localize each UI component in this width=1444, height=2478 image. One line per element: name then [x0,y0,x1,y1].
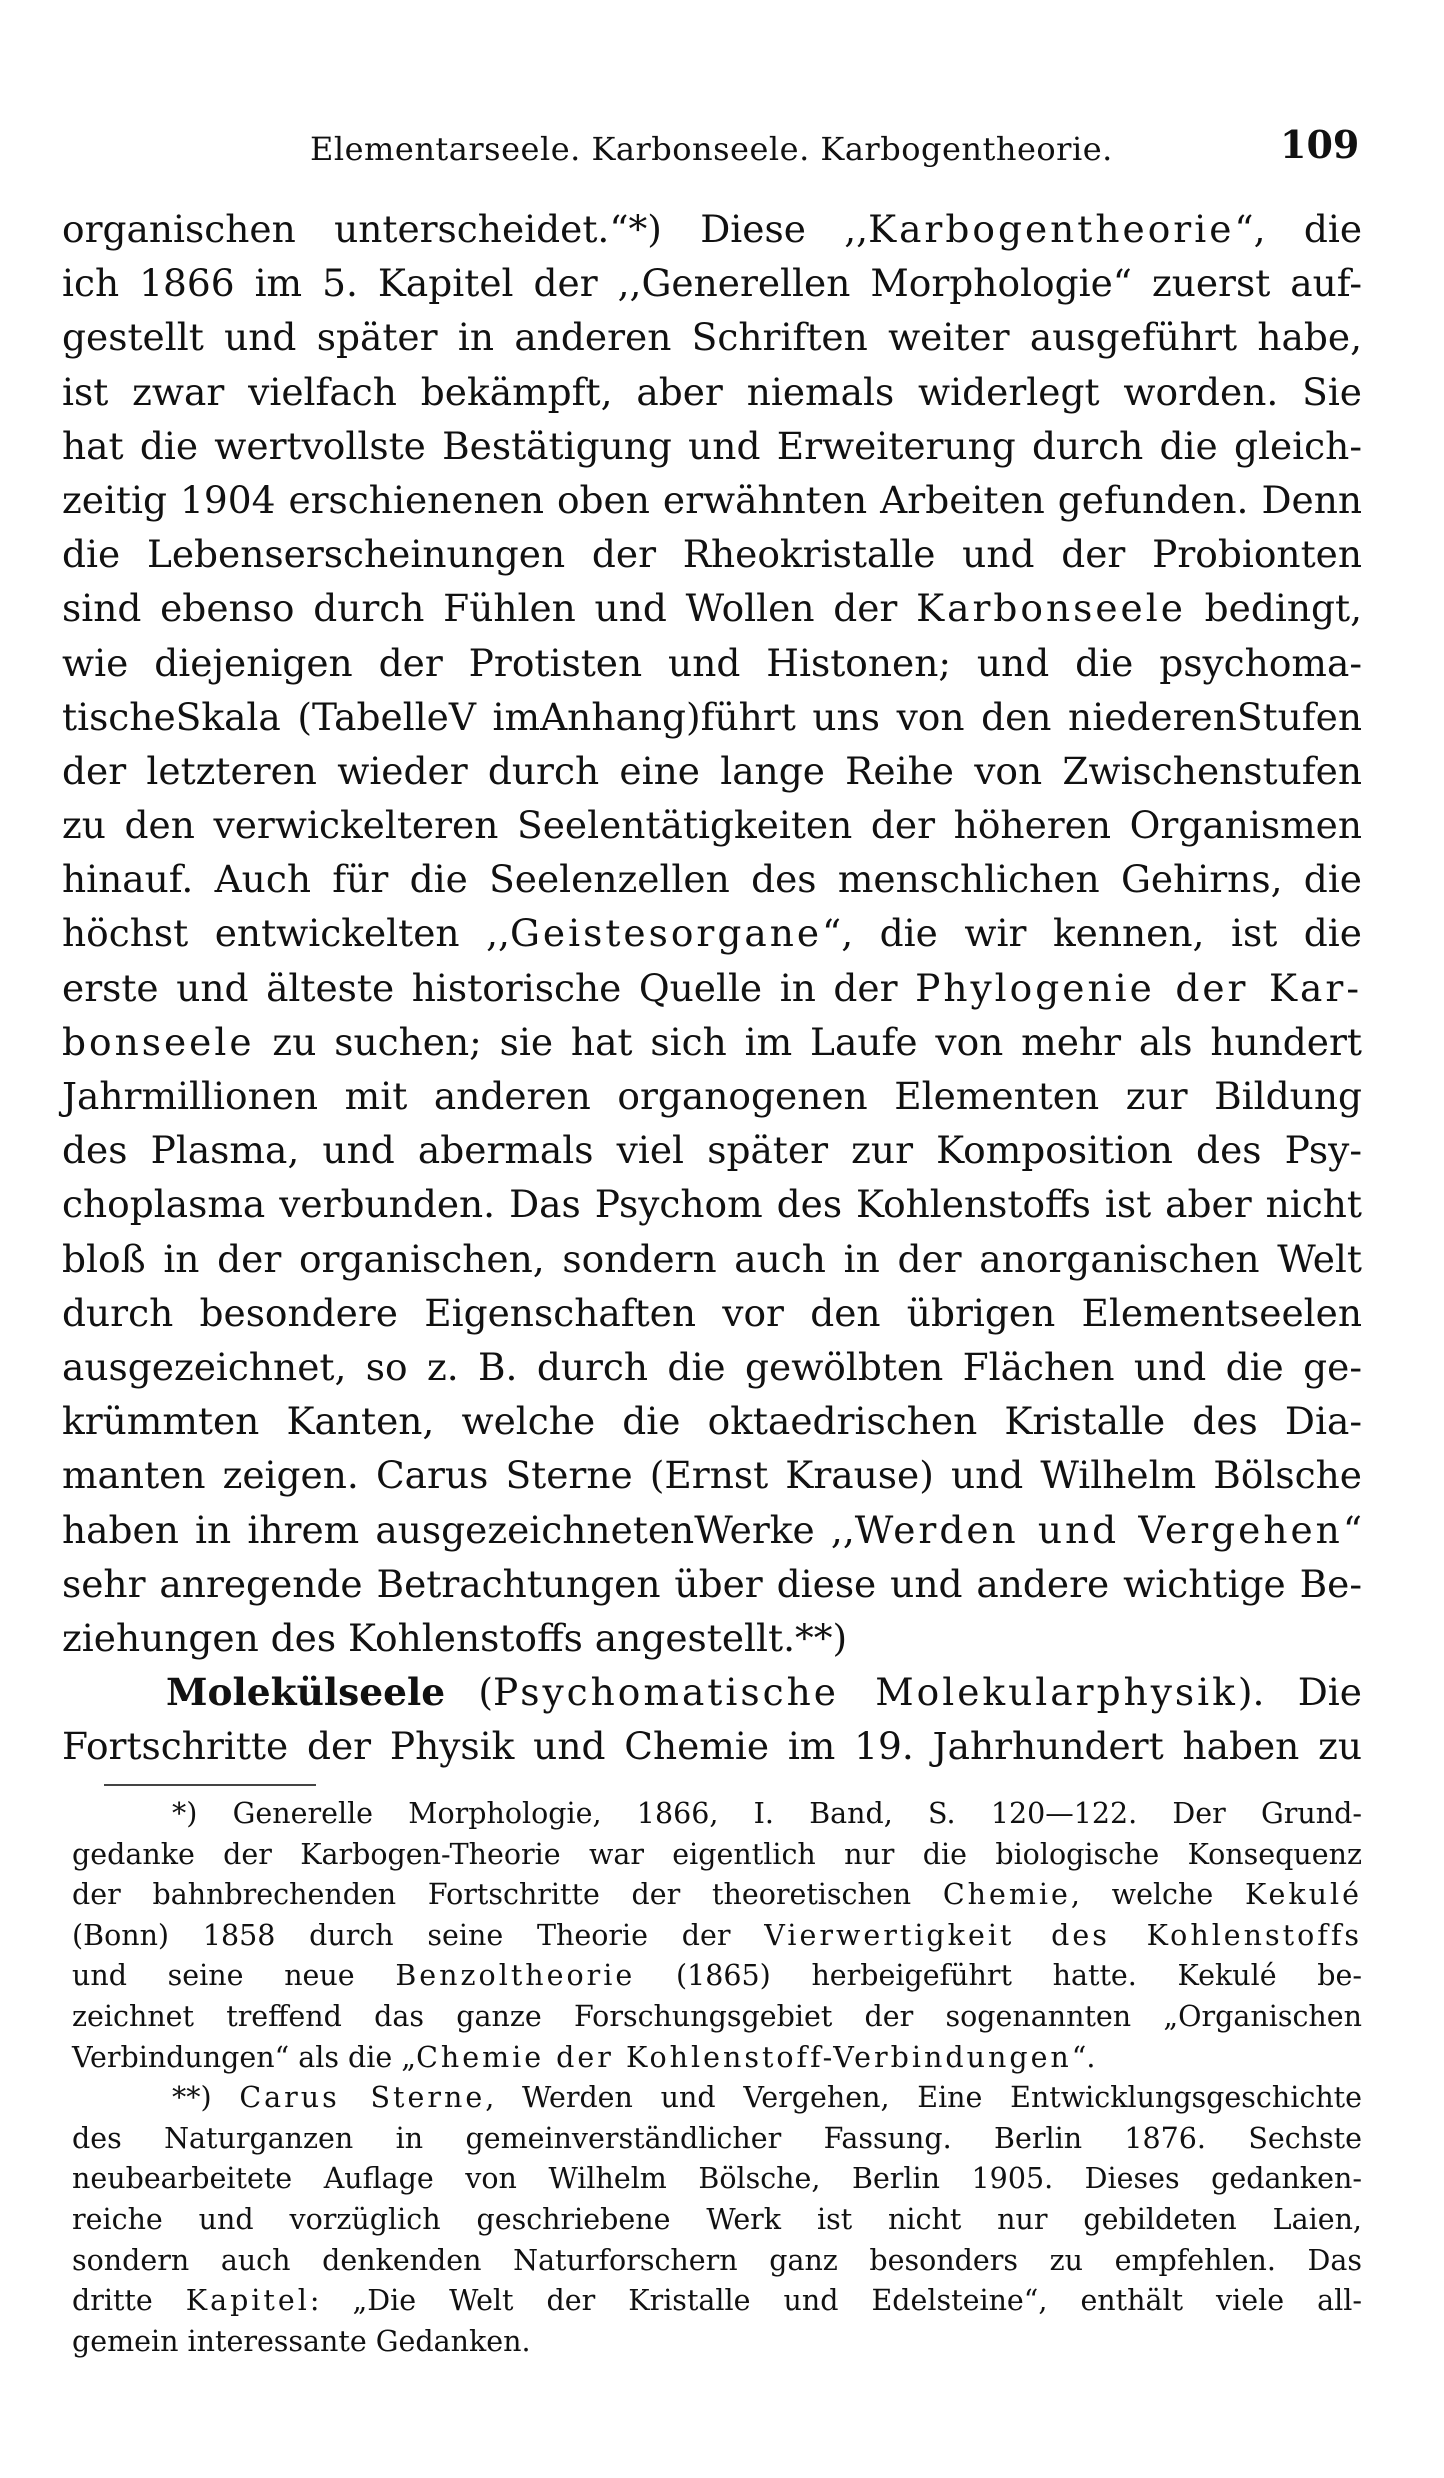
text-line: sehr anregende Betrachtungen über diese und andere wichtige Be- [62,1561,1362,1606]
text-line: der letzteren wieder durch eine lange Reihe von Zwischenstufen [62,748,1362,793]
running-title: Elementarseele. Karbonseele. Karbogentheorie. [310,130,1113,168]
footnote-line: *) Generelle Morphologie, 1866, I. Band, S. 120—122. Der Grund- [172,1797,1362,1830]
footnote-line: gemein interessante Gedanken. [72,2324,531,2358]
text-line: choplasma verbunden. Das Psychom des Kohlenstoffs ist aber nicht [62,1182,1362,1227]
spaced-term: Benzoltheorie [395,1959,636,1993]
text-line: des Plasma, und abermals viel später zur Komposition des Psy- [62,1128,1362,1173]
text-line: bonseele zu suchen; sie hat sich im Laufe von mehr als hundert [62,1019,1362,1064]
text-line: ausgezeichnet, so z. B. durch die gewölbten Flächen und die ge- [62,1344,1362,1389]
footnote-line: **) Carus Sterne, Werden und Vergehen, Eine Entwicklungsgeschichte [172,2081,1362,2115]
text-line: die Lebenserscheinungen der Rheokristalle und der Probionten [62,532,1362,577]
spaced-term: Phylogenie der Kar- [915,965,1363,1010]
footnote-line: (Bonn) 1858 durch seine Theorie der Vierwertigkeit des Kohlenstoffs [72,1918,1362,1952]
text-line: sind ebenso durch Fühlen und Wollen der Karbonseele bedingt, [62,586,1363,631]
footnote-line: gedanke der Karbogen-Theorie war eigentlich nur die biologische Konsequenz [72,1837,1362,1871]
section-heading: Molekülseele [166,1670,446,1715]
spaced-term: Kekulé [1244,1878,1362,1912]
footnote-line: neubearbeitete Auflage von Wilhelm Bölsche, Berlin 1905. Dieses gedanken- [72,2162,1362,2196]
text-line: haben in ihrem ausgezeichnetenWerke ,,Werden und Vergehen“ [62,1507,1362,1552]
text-line: zu den verwickelteren Seelentätigkeiten der höheren Organismen [62,803,1362,848]
text-line: Fortschritte der Physik und Chemie im 19. Jahrhundert haben zu [62,1724,1362,1769]
spaced-term: Werden und Vergehen [854,1507,1343,1552]
spaced-term: Vierwertigkeit des Kohlenstoffs [764,1918,1362,1952]
spaced-term: Chemie der Kohlenstoff-Verbindungen [416,2040,1072,2074]
text-line: zeitig 1904 erschienenen oben erwähnten Arbeiten gefunden. Denn [62,477,1362,522]
spaced-term: Geistesorgane [509,911,823,956]
spaced-term: Kapitel [185,2284,310,2318]
section-heading-line: Molekülseele (Psychomatische Molekularphysik). Die [166,1670,1362,1715]
text-line: krümmten Kanten, welche die oktaedrischen Kristalle des Dia- [62,1399,1362,1444]
footnote-rule [104,1784,316,1786]
text-line: manten zeigen. Carus Sterne (Ernst Krause) und Wilhelm Bölsche [62,1453,1362,1498]
footnote-line: des Naturganzen in gemeinverständlicher Fassung. Berlin 1876. Sechste [72,2121,1362,2155]
text-line: höchst entwickelten ,,Geistesorgane“, die wir kennen, ist die [62,911,1362,956]
spaced-term: bonseele [62,1019,255,1064]
text-line: tischeSkala (TabelleV imAnhang)führt uns von den niederenStufen [62,694,1362,739]
footnote-line: Verbindungen“ als die „Chemie der Kohlenstoff-Verbindungen“. [72,2040,1096,2074]
footnote-line: reiche und vorzüglich geschriebene Werk ist nicht nur gebildeten Laien, [72,2202,1362,2236]
footnote-line: dritte Kapitel: „Die Welt der Kristalle und Edelsteine“, enthält viele all- [72,2284,1362,2318]
page-number: 109 [1280,122,1360,167]
text-line: ist zwar vielfach bekämpft, aber niemals widerlegt worden. Sie [62,369,1362,414]
text-line: Jahrmillionen mit anderen organogenen Elementen zur Bildung [62,1074,1362,1118]
footnote-line: sondern auch denkenden Naturforschern ganz besonders zu empfehlen. Das [72,2243,1362,2277]
spaced-term: Chemie [942,1878,1071,1912]
text-line: ich 1866 im 5. Kapitel der ,,Generellen Morphologie“ zuerst auf- [62,261,1362,306]
text-line: wie diejenigen der Protisten und Histonen; und die psychoma- [62,640,1362,685]
text-line: bloß in der organischen, sondern auch in der anorganischen Welt [62,1236,1362,1281]
text-line: organischen unterscheidet.“*) Diese ,,Karbogentheorie“, die [62,207,1363,251]
spaced-term: Karbogentheorie [868,207,1235,251]
text-line: ziehungen des Kohlenstoffs angestellt.**) [62,1615,848,1660]
spaced-term: Carus Sterne [239,2081,486,2115]
main-text [62,202,1362,1773]
footnote-line: der bahnbrechenden Fortschritte der theoretischen Chemie, welche Kekulé [72,1878,1362,1912]
footnote-line: zeichnet treffend das ganze Forschungsgebiet der sogenannten „Organischen [72,1999,1362,2033]
footnote-line: und seine neue Benzoltheorie (1865) herbeigeführt hatte. Kekulé be- [72,1959,1363,1993]
text-line: hinauf. Auch für die Seelenzellen des menschlichen Gehirns, die [62,857,1362,902]
text-line: durch besondere Eigenschaften vor den übrigen Elementseelen [62,1290,1362,1335]
footnotes [72,1794,1362,2362]
text-line: erste und älteste historische Quelle in der Phylogenie der Kar- [62,965,1363,1010]
spaced-term: Psychomatische Molekularphysik [493,1670,1238,1715]
text-line: hat die wertvollste Bestätigung und Erweiterung durch die gleich- [62,423,1362,468]
text-line: gestellt und später in anderen Schriften weiter ausgeführt habe, [62,315,1362,360]
spaced-term: Karbonseele [916,586,1186,631]
